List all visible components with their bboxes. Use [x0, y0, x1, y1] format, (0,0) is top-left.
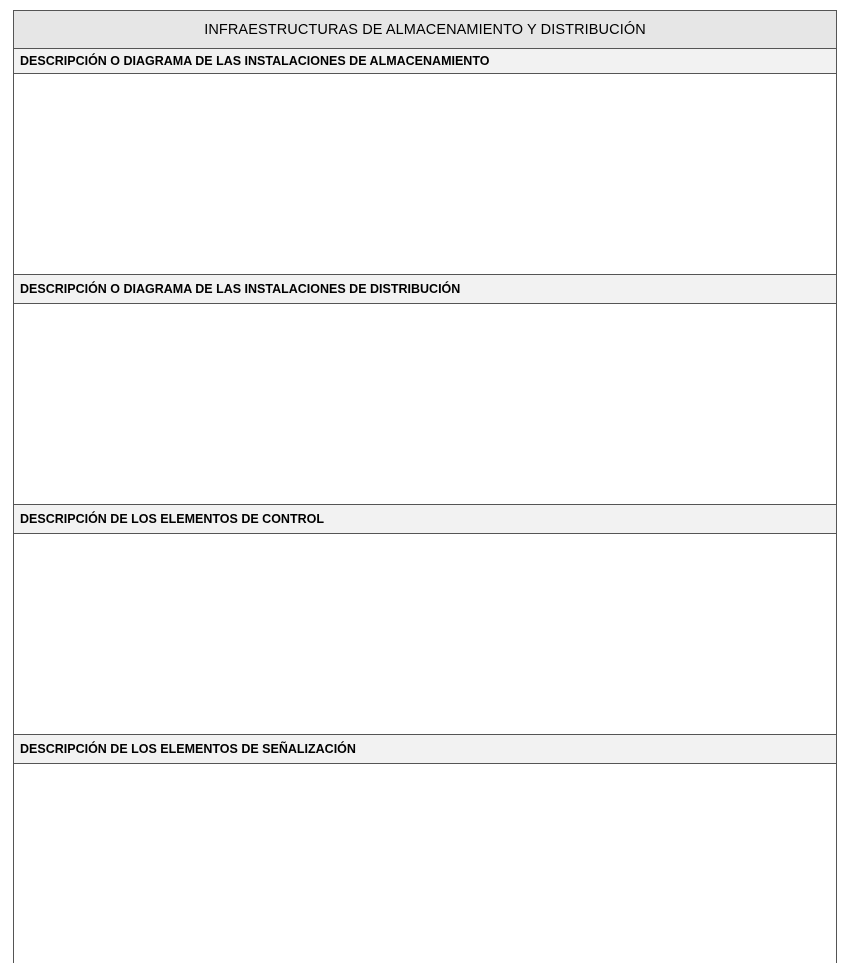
form-title: INFRAESTRUCTURAS DE ALMACENAMIENTO Y DISTRIBUCIÓN — [14, 11, 836, 49]
section-body-storage[interactable] — [14, 74, 836, 275]
section-header-distribution: DESCRIPCIÓN O DIAGRAMA DE LAS INSTALACIONES DE DISTRIBUCIÓN — [14, 275, 836, 304]
section-body-signage[interactable] — [14, 764, 836, 964]
section-header-signage: DESCRIPCIÓN DE LOS ELEMENTOS DE SEÑALIZACIÓN — [14, 735, 836, 764]
section-header-control: DESCRIPCIÓN DE LOS ELEMENTOS DE CONTROL — [14, 505, 836, 534]
section-body-control[interactable] — [14, 534, 836, 735]
infrastructure-form — [13, 10, 837, 963]
section-body-distribution[interactable] — [14, 304, 836, 505]
section-header-storage: DESCRIPCIÓN O DIAGRAMA DE LAS INSTALACIONES DE ALMACENAMIENTO — [14, 49, 836, 74]
